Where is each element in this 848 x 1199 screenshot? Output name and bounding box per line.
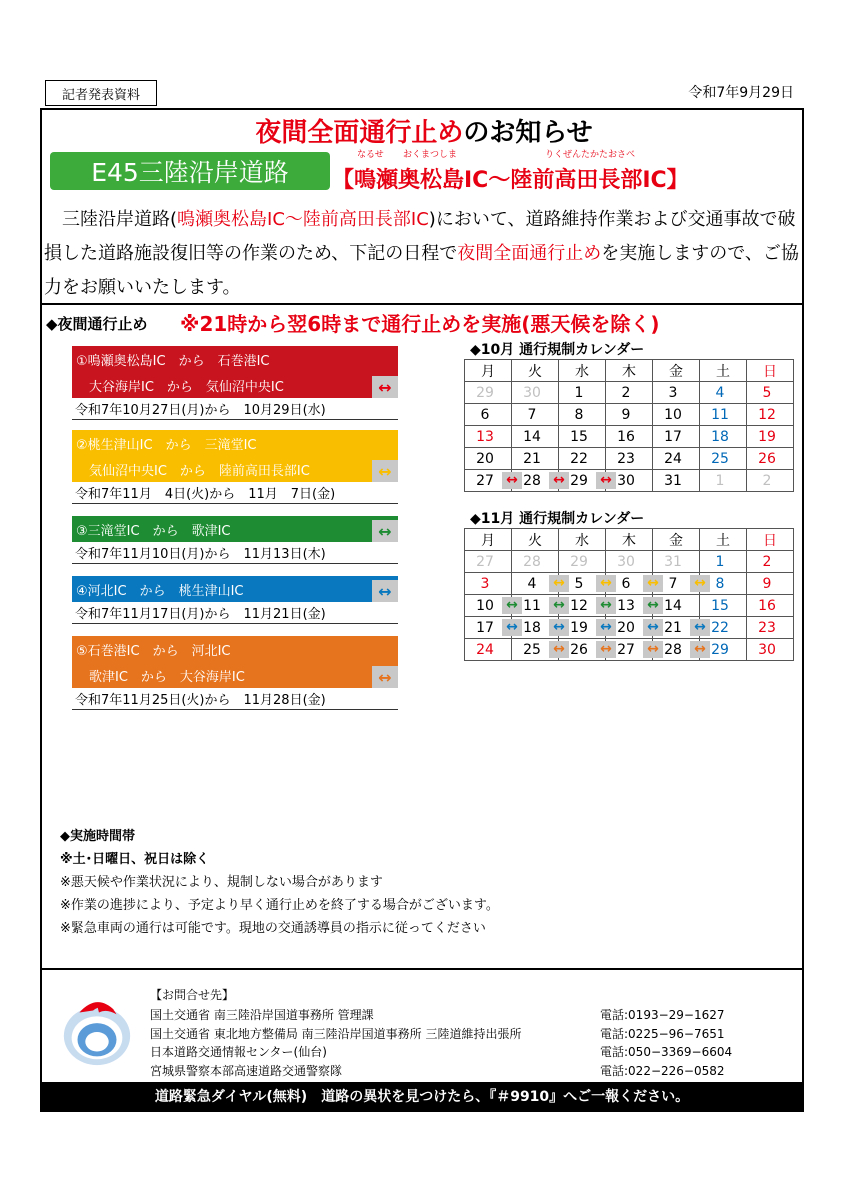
calendar-day — [653, 404, 700, 426]
mlit-logo-icon — [58, 990, 136, 1070]
day-number: 14 — [523, 428, 541, 445]
day-number: 29 — [476, 384, 494, 401]
calendar-day — [512, 448, 559, 470]
calendar-day — [465, 595, 518, 617]
calendar-day — [700, 382, 747, 404]
closure-arrow-icon: ↔ — [596, 619, 616, 636]
calendar-day — [512, 551, 559, 573]
closure-arrow-icon: ↔ — [372, 376, 398, 398]
closure-arrow-icon: ↔ — [372, 666, 398, 688]
closure-arrow-icon: ↔ — [596, 597, 616, 614]
closure-arrow-icon: ↔ — [372, 460, 398, 482]
closure-band — [72, 516, 398, 542]
day-number: 16 — [758, 597, 776, 614]
closure-arrow-icon: ↔ — [596, 472, 616, 489]
day-number: 1 — [715, 472, 725, 489]
day-number: 29 — [570, 553, 588, 570]
calendar-day — [465, 404, 512, 426]
closure-arrow-icon: ↔ — [643, 575, 663, 592]
notes-heading: ◆実施時間帯 — [60, 829, 135, 844]
day-number: 7 — [668, 575, 678, 592]
closure-block — [72, 516, 398, 564]
day-number: 23 — [758, 619, 776, 636]
note-item: ※緊急車両の通行は可能です。現地の交通誘導員の指示に従ってください — [60, 921, 486, 936]
day-number: 28 — [523, 553, 541, 570]
calendar-day — [653, 382, 700, 404]
intro-part: を実施しますので、ご協力をお願いいたします。 — [44, 243, 799, 298]
weekday-header: 水 — [559, 529, 606, 551]
day-number: 4 — [715, 384, 725, 401]
day-number: 17 — [664, 428, 682, 445]
closure-dates: 令和7年11月 4日(火)から 11月 7日(金) — [72, 482, 398, 504]
closure-arrow-icon: ↔ — [643, 641, 663, 658]
closure-arrow-icon: ↔ — [502, 472, 522, 489]
weekday-header: 木 — [606, 360, 653, 382]
day-number: 29 — [570, 472, 588, 489]
closure-arrow-icon: ↔ — [549, 472, 569, 489]
day-number: 23 — [617, 450, 635, 467]
calendar-day — [700, 404, 747, 426]
day-number: 4 — [527, 575, 537, 592]
weekday-header: 金 — [653, 529, 700, 551]
day-number: 30 — [617, 553, 635, 570]
calendar-day — [747, 595, 794, 617]
page-title — [0, 112, 848, 149]
weekday-header: 火 — [512, 529, 559, 551]
ruby-naruse: なるせ — [357, 150, 384, 160]
closure-section: ②桃生津山IC から 三滝堂IC — [76, 437, 257, 453]
day-number: 14 — [664, 597, 682, 614]
calendar-day — [465, 448, 512, 470]
release-date: 令和7年9月29日 — [688, 85, 794, 101]
calendar-day — [606, 426, 653, 448]
ruby-rikuzentakata: りくぜんたかたおさべ — [545, 150, 636, 160]
closure-section: ④河北IC から 桃生津山IC — [76, 583, 244, 599]
weekday-header: 金 — [653, 360, 700, 382]
ruby-okumatsushima: おくまつしま — [403, 150, 458, 160]
day-number: 19 — [758, 428, 776, 445]
day-number: 12 — [758, 406, 776, 423]
closure-arrow-icon: ↔ — [690, 619, 710, 636]
contact-tel: 電話:050−3369−6604 — [600, 1045, 733, 1059]
day-number: 30 — [523, 384, 541, 401]
day-number: 26 — [570, 641, 588, 658]
calendar-day — [653, 426, 700, 448]
calendar-day — [559, 426, 606, 448]
day-number: 7 — [527, 406, 537, 423]
closure-arrow-icon: ↔ — [372, 520, 398, 542]
calendar-day — [559, 551, 606, 573]
day-number: 30 — [617, 472, 635, 489]
calendar-day — [653, 448, 700, 470]
calendar-day — [512, 426, 559, 448]
note-item: ※悪天候や作業状況により、規制しない場合があります — [60, 875, 383, 890]
calendar-table — [464, 359, 794, 492]
contact-line — [150, 1043, 750, 1062]
contact-tel: 電話:0225−96−7651 — [600, 1026, 725, 1041]
contact-org: 宮城県警察本部高速道路交通警察隊 — [150, 1063, 343, 1078]
closure-dates: 令和7年11月17日(月)から 11月21日(金) — [72, 602, 398, 624]
calendar-day — [653, 470, 700, 492]
closure-section: ⑤石巻港IC から 河北IC — [76, 643, 231, 659]
weekday-header: 日 — [747, 360, 794, 382]
day-number: 29 — [711, 641, 729, 658]
weekday-header: 月 — [465, 360, 512, 382]
day-number: 26 — [758, 450, 776, 467]
weekday-header: 土 — [700, 529, 747, 551]
calendar-day — [700, 470, 747, 492]
day-number: 18 — [711, 428, 729, 445]
calendar-day — [606, 551, 653, 573]
closure-band — [72, 576, 398, 602]
day-number: 20 — [617, 619, 635, 636]
calendar-day — [512, 573, 565, 595]
closure-band — [72, 636, 398, 688]
calendar-title: ◆10月 通行規制カレンダー — [470, 342, 645, 358]
contact-tel: 電話:0193−29−1627 — [600, 1008, 725, 1022]
weekday-header: 土 — [700, 360, 747, 382]
day-number: 5 — [574, 575, 584, 592]
calendar-day — [700, 426, 747, 448]
weekday-header: 水 — [559, 360, 606, 382]
closure-block — [72, 636, 398, 710]
closure-section: 気仙沼中央IC から 陸前高田長部IC — [76, 463, 310, 479]
day-number: 10 — [664, 406, 682, 423]
calendar-day — [465, 639, 512, 661]
calendar-day — [512, 639, 565, 661]
calendar-day — [700, 448, 747, 470]
day-number: 5 — [762, 384, 772, 401]
intro-section-red: 鳴瀬奥松島IC～陸前高田長部IC — [177, 209, 429, 230]
closure-arrow-icon: ↔ — [372, 580, 398, 602]
closure-arrow-icon: ↔ — [643, 597, 663, 614]
title-black: のお知らせ — [463, 118, 593, 148]
day-number: 13 — [617, 597, 635, 614]
day-number: 10 — [476, 597, 494, 614]
calendar-title: ◆11月 通行規制カレンダー — [470, 511, 645, 527]
contact-tel: 電話:022−226−0582 — [600, 1063, 725, 1078]
calendar-day — [465, 426, 512, 448]
closure-arrow-icon: ↔ — [596, 641, 616, 658]
route-badge: E45三陸沿岸道路 — [50, 152, 330, 190]
day-number: 9 — [621, 406, 631, 423]
contact-org: 日本道路交通情報センター(仙台) — [150, 1045, 327, 1059]
calendar-day — [465, 617, 518, 639]
day-number: 11 — [523, 597, 541, 614]
closure-block — [72, 576, 398, 624]
weekday-header: 火 — [512, 360, 559, 382]
calendar-day — [559, 448, 606, 470]
intro-part: 三陸沿岸道路( — [62, 209, 178, 230]
calendar-day — [653, 551, 700, 573]
day-number: 27 — [476, 553, 494, 570]
calendar-day — [700, 551, 747, 573]
closure-arrow-icon: ↔ — [690, 641, 710, 658]
calendar-day — [747, 426, 794, 448]
closure-arrow-icon: ↔ — [549, 641, 569, 658]
calendar-table — [464, 528, 794, 661]
closure-heading: ◆夜間通行止め — [46, 315, 148, 333]
day-number: 1 — [574, 384, 584, 401]
weekday-header: 木 — [606, 529, 653, 551]
press-release-label-text: 記者発表資料 — [61, 87, 140, 103]
calendar-day — [465, 551, 512, 573]
calendar-day — [606, 448, 653, 470]
section-name: 【鳴瀬奥松島IC～陸前高田長部IC】 — [332, 168, 689, 193]
closure-arrow-icon: ↔ — [690, 575, 710, 592]
closure-arrow-icon: ↔ — [549, 575, 569, 592]
day-number: 17 — [476, 619, 494, 636]
closure-time-note: ※21時から翌6時まで通行止めを実施(悪天候を除く) — [180, 312, 660, 336]
closure-section: 歌津IC から 大谷海岸IC — [76, 669, 245, 685]
calendar-day — [606, 404, 653, 426]
day-number: 15 — [570, 428, 588, 445]
notes — [60, 825, 499, 940]
day-number: 22 — [570, 450, 588, 467]
day-number: 8 — [715, 575, 725, 592]
calendar-day — [747, 448, 794, 470]
emergency-dial-bar: 道路緊急ダイヤル(無料) 道路の異状を見つけたら、『＃9910』へご一報ください。 — [42, 1082, 802, 1110]
note-item: ※土･日曜日、祝日は除く — [60, 852, 210, 867]
contact-line — [150, 1062, 750, 1081]
contact-org: 国土交通省 東北地方整備局 南三陸沿岸国道事務所 三陸道維持出張所 — [150, 1026, 522, 1041]
day-number: 21 — [664, 619, 682, 636]
calendar-day — [559, 404, 606, 426]
day-number: 12 — [570, 597, 588, 614]
contact-org: 国土交通省 南三陸沿岸国道事務所 管理課 — [150, 1008, 374, 1022]
contact-line — [150, 1006, 750, 1025]
calendar-day — [465, 382, 512, 404]
day-number: 2 — [621, 384, 631, 401]
calendar-day — [559, 382, 606, 404]
closure-section: ①鳴瀬奥松島IC から 石巻港IC — [76, 353, 270, 369]
note-item: ※作業の進捗により、予定より早く通行止めを終了する場合がございます。 — [60, 898, 499, 913]
calendar-day — [747, 382, 794, 404]
closure-arrow-icon: ↔ — [596, 575, 616, 592]
closure-arrow-icon: ↔ — [502, 597, 522, 614]
closure-band — [72, 430, 398, 482]
day-number: 31 — [664, 553, 682, 570]
divider — [40, 303, 804, 305]
day-number: 25 — [523, 641, 541, 658]
day-number: 9 — [762, 575, 772, 592]
closure-block — [72, 430, 398, 504]
day-number: 13 — [476, 428, 494, 445]
day-number: 3 — [668, 384, 678, 401]
calendar-day — [747, 573, 794, 595]
calendar-day — [465, 573, 512, 595]
day-number: 2 — [762, 472, 772, 489]
closure-section: ③三滝堂IC から 歌津IC — [76, 523, 231, 539]
weekday-header: 月 — [465, 529, 512, 551]
title-red: 夜間全面通行止め — [255, 118, 464, 148]
day-number: 27 — [617, 641, 635, 658]
day-number: 19 — [570, 619, 588, 636]
closure-dates: 令和7年10月27日(月)から 10月29日(水) — [72, 398, 398, 420]
day-number: 1 — [715, 553, 725, 570]
day-number: 31 — [664, 472, 682, 489]
weekday-header: 日 — [747, 529, 794, 551]
closure-section: 大谷海岸IC から 気仙沼中央IC — [76, 379, 284, 395]
day-number: 28 — [523, 472, 541, 489]
press-release-label — [45, 80, 157, 106]
day-number: 28 — [664, 641, 682, 658]
day-number: 27 — [476, 472, 494, 489]
day-number: 20 — [476, 450, 494, 467]
closure-dates: 令和7年11月10日(月)から 11月13日(木) — [72, 542, 398, 564]
day-number: 6 — [621, 575, 631, 592]
intro-paragraph — [44, 203, 800, 305]
intro-part: )において、道路維持作業および交通事故で破損した道路施設復旧等の作業のため、下記の日程で — [44, 209, 796, 264]
closure-arrow-icon: ↔ — [549, 619, 569, 636]
day-number: 18 — [523, 619, 541, 636]
day-number: 11 — [711, 406, 729, 423]
calendar-day — [747, 470, 794, 492]
day-number: 25 — [711, 450, 729, 467]
contact-list — [150, 1006, 750, 1080]
day-number: 30 — [758, 641, 776, 658]
day-number: 6 — [480, 406, 490, 423]
calendar-day — [606, 382, 653, 404]
day-number: 16 — [617, 428, 635, 445]
calendar-day — [512, 382, 559, 404]
contact-line — [150, 1025, 750, 1044]
calendar-day — [747, 639, 794, 661]
closure-arrow-icon: ↔ — [643, 619, 663, 636]
closure-band — [72, 346, 398, 398]
calendar-day — [747, 404, 794, 426]
day-number: 8 — [574, 406, 584, 423]
calendar-day — [700, 595, 747, 617]
calendar-day — [747, 617, 794, 639]
day-number: 24 — [476, 641, 494, 658]
closure-arrow-icon: ↔ — [502, 619, 522, 636]
day-number: 22 — [711, 619, 729, 636]
contact-heading: 【お問合せ先】 — [150, 988, 235, 1002]
day-number: 21 — [523, 450, 541, 467]
closure-block — [72, 346, 398, 420]
day-number: 2 — [762, 553, 772, 570]
closure-arrow-icon: ↔ — [549, 597, 569, 614]
closure-dates: 令和7年11月25日(火)から 11月28日(金) — [72, 688, 398, 710]
calendar-day — [747, 551, 794, 573]
calendar-day — [512, 404, 559, 426]
day-number: 3 — [480, 575, 490, 592]
calendar-day — [465, 470, 518, 492]
day-number: 24 — [664, 450, 682, 467]
intro-closure-red: 夜間全面通行止め — [457, 243, 602, 264]
day-number: 15 — [711, 597, 729, 614]
